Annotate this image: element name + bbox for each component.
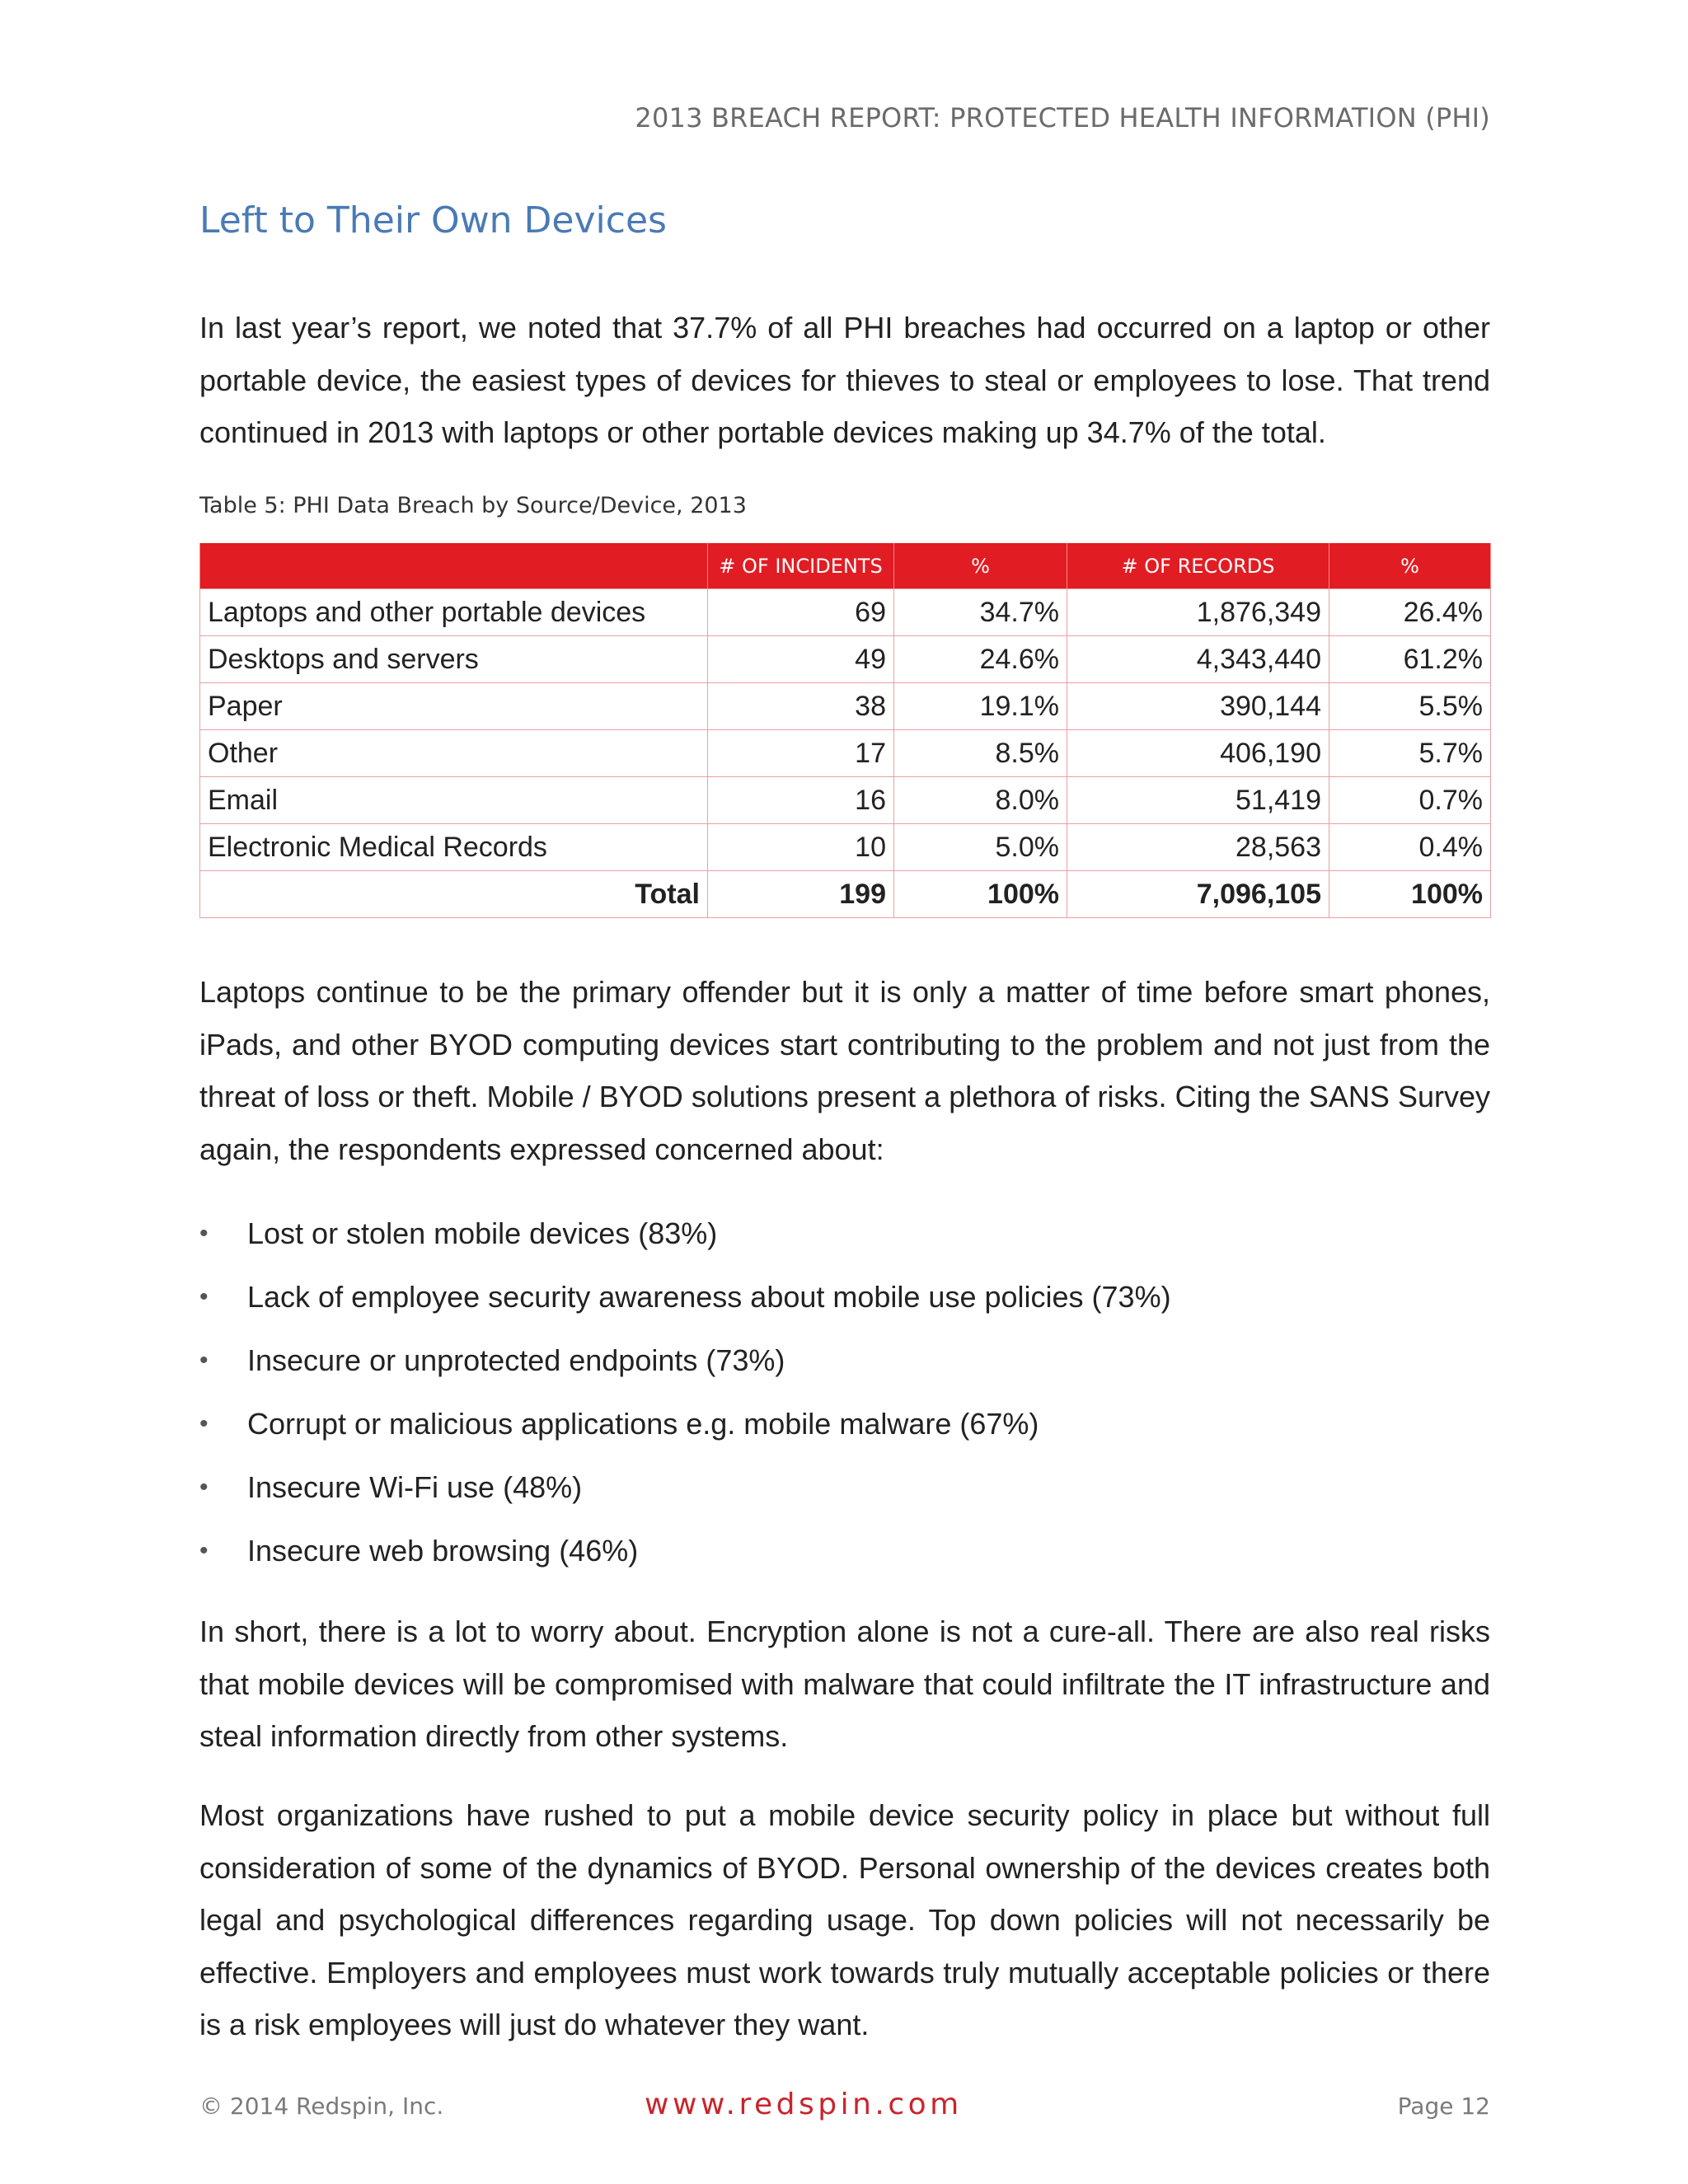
list-item-text: Insecure Wi-Fi use (48%)	[247, 1470, 583, 1504]
bullet-icon: •	[199, 1537, 209, 1564]
row-records: 1,876,349	[1067, 589, 1329, 636]
row-incidents: 38	[708, 683, 894, 730]
total-incidents-percent: 100%	[894, 871, 1067, 918]
section-title: Left to Their Own Devices	[199, 199, 667, 241]
footer-page-number: Page 12	[1397, 2093, 1490, 2120]
table-row	[200, 730, 1491, 777]
list-item-text: Insecure web browsing (46%)	[247, 1534, 639, 1568]
row-source: Laptops and other portable devices	[200, 589, 708, 636]
row-records-percent: 26.4%	[1329, 589, 1491, 636]
list-item-text: Insecure or unprotected endpoints (73%)	[247, 1343, 785, 1377]
table-row	[200, 589, 1491, 636]
total-incidents: 199	[708, 871, 894, 918]
row-source: Email	[200, 777, 708, 824]
row-records: 51,419	[1067, 777, 1329, 824]
bullet-icon: •	[199, 1220, 209, 1247]
row-source: Electronic Medical Records	[200, 824, 708, 871]
row-incidents: 16	[708, 777, 894, 824]
row-incidents-percent: 19.1%	[894, 683, 1067, 730]
table-row	[200, 824, 1491, 871]
row-incidents: 10	[708, 824, 894, 871]
column-header-incidents: # OF INCIDENTS	[708, 543, 894, 589]
list-item	[199, 1202, 1171, 1265]
table-total-row	[200, 871, 1491, 918]
list-item-text: Lack of employee security awareness about mobile use policies (73%)	[247, 1280, 1171, 1314]
row-source: Desktops and servers	[200, 636, 708, 683]
footer-copyright: © 2014 Redspin, Inc.	[199, 2093, 444, 2120]
row-records-percent: 5.7%	[1329, 730, 1491, 777]
in-short-paragraph: In short, there is a lot to worry about. Encryption alone is not a cure-all. There are also real risks that mobile devices will be compromised with malware that could infiltrate the IT infrastructure and steal information directly from other systems.	[199, 1615, 1490, 1753]
table-row	[200, 683, 1491, 730]
row-records: 390,144	[1067, 683, 1329, 730]
breach-table	[199, 543, 1491, 918]
row-source: Paper	[200, 683, 708, 730]
table-header-row	[200, 543, 1491, 589]
total-records: 7,096,105	[1067, 871, 1329, 918]
table-row	[200, 636, 1491, 683]
row-records-percent: 61.2%	[1329, 636, 1491, 683]
concerns-list	[199, 1202, 1171, 1582]
list-item	[199, 1455, 1171, 1519]
column-header-records-percent: %	[1329, 543, 1491, 589]
list-item-text: Corrupt or malicious applications e.g. mobile malware (67%)	[247, 1407, 1039, 1441]
row-records-percent: 0.4%	[1329, 824, 1491, 871]
intro-paragraph: In last year’s report, we noted that 37.7% of all PHI breaches had occurred on a laptop or other portable device, the easiest types of devices for thieves to steal or employees to lose. That trend continued in 2013 with laptops or other portable devices making up 34.7% of the total.	[199, 311, 1490, 449]
bullet-icon: •	[199, 1474, 209, 1501]
running-header: 2013 BREACH REPORT: PROTECTED HEALTH INFORMATION (PHI)	[635, 102, 1490, 134]
row-incidents-percent: 34.7%	[894, 589, 1067, 636]
row-source: Other	[200, 730, 708, 777]
table-caption: Table 5: PHI Data Breach by Source/Device, 2013	[199, 493, 747, 518]
row-records-percent: 0.7%	[1329, 777, 1491, 824]
bullet-icon: •	[199, 1347, 209, 1374]
table-row	[200, 777, 1491, 824]
row-incidents-percent: 8.0%	[894, 777, 1067, 824]
total-records-percent: 100%	[1329, 871, 1491, 918]
column-header-records: # OF RECORDS	[1067, 543, 1329, 589]
row-records: 28,563	[1067, 824, 1329, 871]
row-records: 406,190	[1067, 730, 1329, 777]
row-incidents: 69	[708, 589, 894, 636]
column-header-source	[200, 543, 708, 589]
row-incidents-percent: 8.5%	[894, 730, 1067, 777]
list-item	[199, 1265, 1171, 1329]
total-label: Total	[200, 871, 708, 918]
list-item-text: Lost or stolen mobile devices (83%)	[247, 1216, 718, 1250]
row-records: 4,343,440	[1067, 636, 1329, 683]
list-item	[199, 1519, 1171, 1582]
row-incidents-percent: 24.6%	[894, 636, 1067, 683]
row-incidents: 17	[708, 730, 894, 777]
organizations-paragraph: Most organizations have rushed to put a mobile device security policy in place but without full consideration of some of the dynamics of BYOD. Personal ownership of the devices creates both legal and psychological differences regarding usage. Top down policies will not necessarily be effective. Employers and employees must work towards truly mutually acceptable policies or there is a risk employees will just do whatever they want.	[199, 1798, 1490, 2041]
laptops-paragraph: Laptops continue to be the primary offender but it is only a matter of time before smart phones, iPads, and other BYOD computing devices start contributing to the problem and not just from the threat of loss or theft. Mobile / BYOD solutions present a plethora of risks. Citing the SANS Survey again, the respondents expressed concerned about:	[199, 975, 1490, 1166]
list-item	[199, 1392, 1171, 1455]
bullet-icon: •	[199, 1283, 209, 1310]
row-records-percent: 5.5%	[1329, 683, 1491, 730]
row-incidents-percent: 5.0%	[894, 824, 1067, 871]
list-item	[199, 1329, 1171, 1392]
column-header-incidents-percent: %	[894, 543, 1067, 589]
row-incidents: 49	[708, 636, 894, 683]
bullet-icon: •	[199, 1410, 209, 1437]
footer-website-link[interactable]: www.redspin.com	[645, 2088, 963, 2121]
